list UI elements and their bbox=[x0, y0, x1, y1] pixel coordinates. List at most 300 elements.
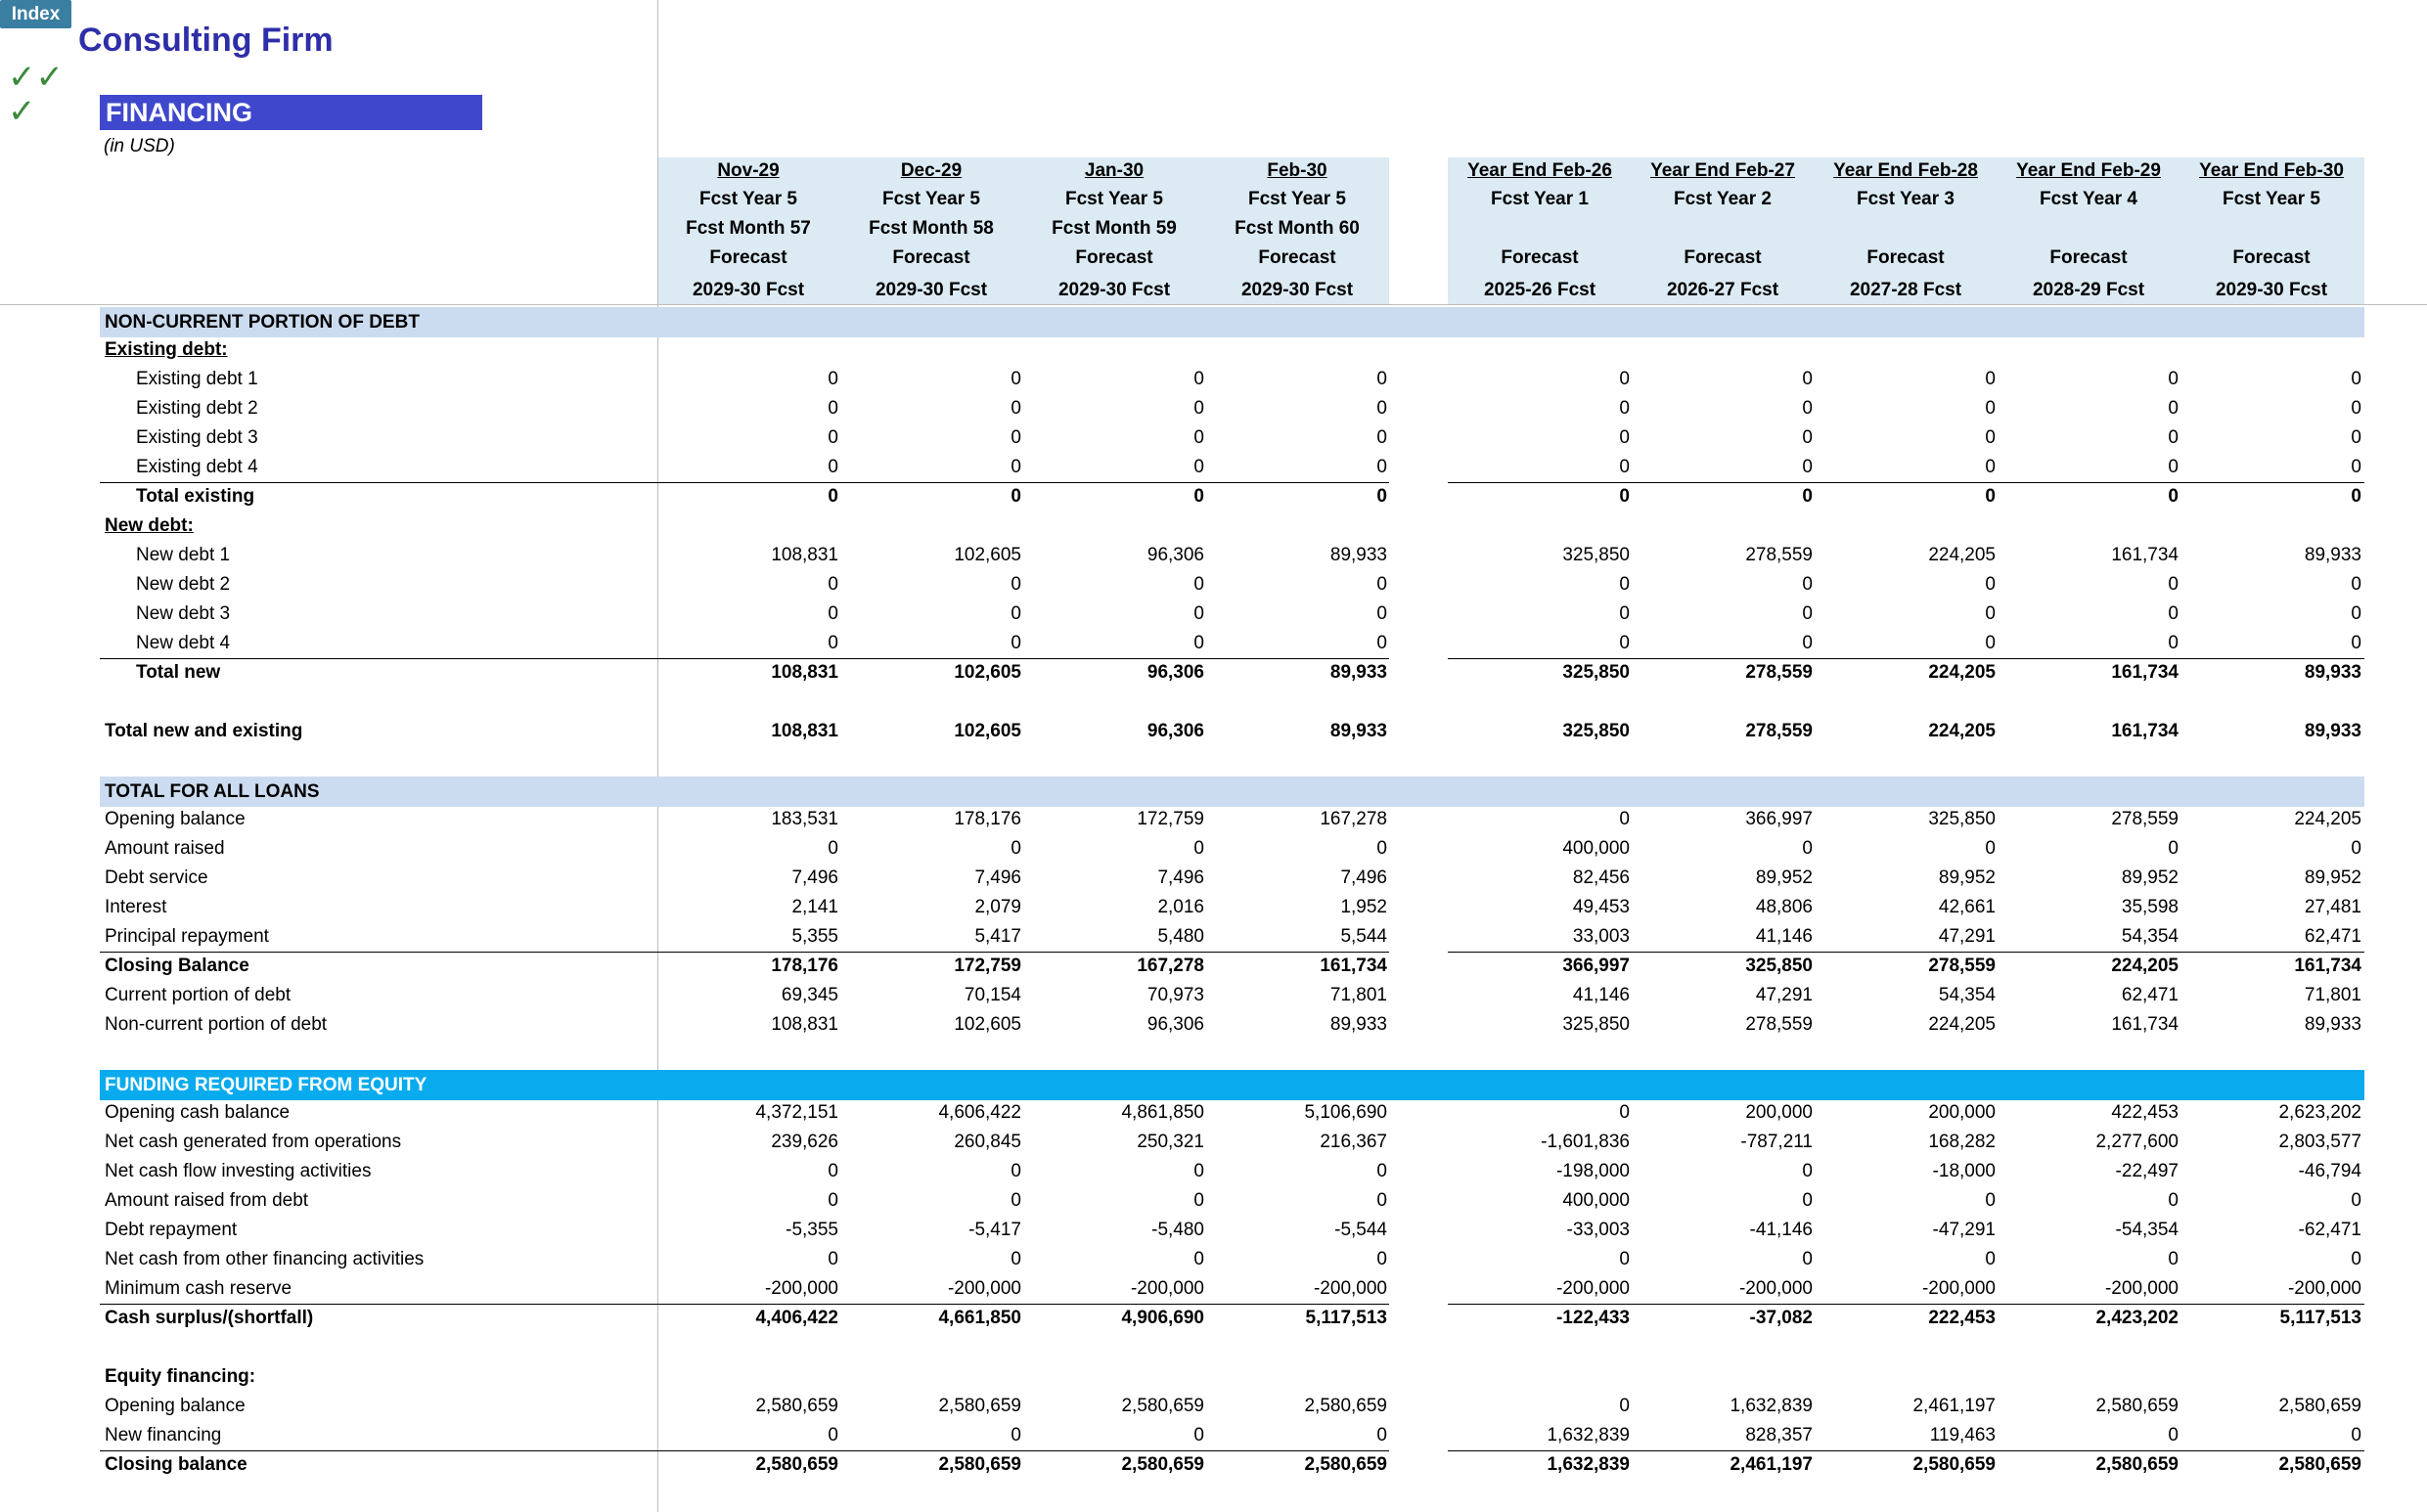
value-cell[interactable]: 62,471 bbox=[2304, 926, 2361, 947]
value-cell[interactable]: 0 bbox=[1193, 633, 1204, 653]
value-cell[interactable]: 168,282 bbox=[1928, 1132, 1996, 1152]
value-cell[interactable]: 0 bbox=[1376, 838, 1387, 859]
row-label: New debt 4 bbox=[136, 633, 231, 653]
value-cell[interactable]: 216,367 bbox=[1320, 1132, 1387, 1152]
value-cell[interactable]: 224,205 bbox=[1928, 1014, 1996, 1035]
value-cell[interactable]: 200,000 bbox=[1745, 1102, 1813, 1123]
value-cell[interactable]: 278,559 bbox=[2111, 809, 2179, 829]
value-cell[interactable]: 0 bbox=[1802, 486, 1813, 507]
value-cell[interactable]: 0 bbox=[1011, 398, 1021, 419]
value-cell[interactable]: 96,306 bbox=[1146, 721, 1204, 741]
value-cell[interactable]: 0 bbox=[1011, 633, 1021, 653]
value-cell[interactable]: 108,831 bbox=[771, 721, 838, 741]
value-cell[interactable]: 7,496 bbox=[1340, 867, 1387, 888]
value-cell[interactable]: 102,605 bbox=[954, 662, 1021, 683]
value-cell[interactable]: 2,580,659 bbox=[2278, 1454, 2361, 1475]
value-cell[interactable]: 0 bbox=[828, 427, 838, 448]
value-cell[interactable]: 400,000 bbox=[1562, 1190, 1630, 1211]
value-cell[interactable]: 0 bbox=[1376, 1161, 1387, 1181]
value-cell[interactable]: -37,082 bbox=[1749, 1308, 1813, 1328]
value-cell[interactable]: 96,306 bbox=[1146, 1014, 1204, 1035]
value-cell[interactable]: -200,000 bbox=[1555, 1278, 1630, 1299]
value-cell[interactable]: 0 bbox=[1011, 574, 1021, 595]
value-cell[interactable]: 82,456 bbox=[1572, 867, 1630, 888]
row-label: Interest bbox=[105, 897, 167, 917]
table-row bbox=[0, 1186, 2427, 1216]
value-cell[interactable]: 0 bbox=[2351, 1190, 2361, 1211]
value-cell[interactable]: 27,481 bbox=[2304, 897, 2361, 917]
value-cell[interactable]: 0 bbox=[1985, 1249, 1996, 1269]
value-cell[interactable]: 0 bbox=[1376, 574, 1387, 595]
value-cell[interactable]: 7,496 bbox=[791, 867, 838, 888]
value-cell[interactable]: 0 bbox=[1985, 633, 1996, 653]
value-cell[interactable]: 70,154 bbox=[964, 985, 1021, 1005]
section-band-label: NON-CURRENT PORTION OF DEBT bbox=[105, 312, 420, 333]
value-cell[interactable]: 0 bbox=[1619, 486, 1630, 507]
value-cell[interactable]: 0 bbox=[1011, 1249, 1021, 1269]
value-cell[interactable]: 239,626 bbox=[771, 1132, 838, 1152]
value-cell[interactable]: 108,831 bbox=[771, 662, 838, 683]
value-cell[interactable]: 0 bbox=[2168, 369, 2179, 389]
value-cell[interactable]: 172,759 bbox=[1137, 809, 1204, 829]
value-cell[interactable]: 0 bbox=[1802, 838, 1813, 859]
value-cell[interactable]: 0 bbox=[828, 633, 838, 653]
value-cell[interactable]: 2,016 bbox=[1157, 897, 1204, 917]
value-cell[interactable]: 0 bbox=[2351, 603, 2361, 624]
value-cell[interactable]: 200,000 bbox=[1928, 1102, 1996, 1123]
value-cell[interactable]: 278,559 bbox=[1928, 956, 1996, 976]
value-cell[interactable]: 2,580,659 bbox=[938, 1396, 1021, 1416]
value-cell[interactable]: 0 bbox=[1193, 1425, 1204, 1445]
value-cell[interactable]: 0 bbox=[1376, 457, 1387, 477]
value-cell[interactable]: 0 bbox=[1802, 603, 1813, 624]
value-cell[interactable]: 0 bbox=[1985, 574, 1996, 595]
company-title: Consulting Firm bbox=[78, 22, 334, 59]
value-cell[interactable]: 0 bbox=[1376, 633, 1387, 653]
value-cell[interactable]: 4,406,422 bbox=[755, 1308, 838, 1328]
value-cell[interactable]: 0 bbox=[1619, 1102, 1630, 1123]
value-cell[interactable]: 0 bbox=[828, 1425, 838, 1445]
value-cell[interactable]: 0 bbox=[2351, 633, 2361, 653]
value-cell[interactable]: 0 bbox=[828, 603, 838, 624]
total-rule bbox=[100, 1450, 1389, 1451]
value-cell[interactable]: 89,952 bbox=[1938, 867, 1996, 888]
value-cell[interactable]: 89,933 bbox=[2304, 662, 2361, 683]
value-cell[interactable]: 0 bbox=[1802, 369, 1813, 389]
value-cell[interactable]: 119,463 bbox=[1929, 1425, 1996, 1445]
value-cell[interactable]: -200,000 bbox=[1313, 1278, 1387, 1299]
value-cell[interactable]: 422,453 bbox=[2111, 1102, 2179, 1123]
value-cell[interactable]: 0 bbox=[1193, 486, 1204, 507]
value-cell[interactable]: 0 bbox=[1619, 1249, 1630, 1269]
value-cell[interactable]: 0 bbox=[1376, 1190, 1387, 1211]
value-cell[interactable]: 0 bbox=[1376, 369, 1387, 389]
value-cell[interactable]: 0 bbox=[1985, 486, 1996, 507]
value-cell[interactable]: 0 bbox=[1376, 603, 1387, 624]
value-cell[interactable]: 0 bbox=[1619, 1396, 1630, 1416]
value-cell[interactable]: 0 bbox=[1011, 427, 1021, 448]
value-cell[interactable]: 0 bbox=[1193, 838, 1204, 859]
value-cell[interactable]: -47,291 bbox=[1932, 1220, 1996, 1240]
value-cell[interactable]: 0 bbox=[2168, 633, 2179, 653]
value-cell[interactable]: 4,661,850 bbox=[938, 1308, 1021, 1328]
value-cell[interactable]: 0 bbox=[2351, 427, 2361, 448]
value-cell[interactable]: -5,417 bbox=[968, 1220, 1021, 1240]
value-cell[interactable]: 2,580,659 bbox=[1121, 1454, 1204, 1475]
column-header-h5: 2026-27 Fcst bbox=[1666, 280, 1779, 300]
column-header-h4: Forecast bbox=[709, 247, 787, 268]
value-cell[interactable]: 33,003 bbox=[1572, 926, 1630, 947]
value-cell[interactable]: 62,471 bbox=[2121, 985, 2179, 1005]
value-cell[interactable]: 0 bbox=[1376, 398, 1387, 419]
value-cell[interactable]: 366,997 bbox=[1745, 809, 1813, 829]
table-row bbox=[0, 658, 2427, 688]
value-cell[interactable]: 47,291 bbox=[1938, 926, 1996, 947]
value-cell[interactable]: 0 bbox=[1802, 1249, 1813, 1269]
row-label: Amount raised from debt bbox=[105, 1190, 309, 1211]
column-header-h2: Fcst Year 5 bbox=[881, 189, 980, 209]
column-header-h4: Forecast bbox=[1684, 247, 1762, 268]
table-row bbox=[0, 1362, 2427, 1392]
value-cell[interactable]: 4,372,151 bbox=[755, 1102, 838, 1123]
row-label: Closing balance bbox=[105, 1454, 247, 1475]
value-cell[interactable]: 0 bbox=[828, 1190, 838, 1211]
value-cell[interactable]: 0 bbox=[1011, 1161, 1021, 1181]
value-cell[interactable]: 0 bbox=[1985, 457, 1996, 477]
value-cell[interactable]: -198,000 bbox=[1555, 1161, 1630, 1181]
value-cell[interactable]: 224,205 bbox=[2294, 809, 2361, 829]
value-cell[interactable]: 2,803,577 bbox=[2278, 1132, 2361, 1152]
value-cell[interactable]: 278,559 bbox=[1745, 662, 1813, 683]
value-cell[interactable]: 0 bbox=[2168, 398, 2179, 419]
value-cell[interactable]: 0 bbox=[1619, 398, 1630, 419]
value-cell[interactable]: -200,000 bbox=[1921, 1278, 1996, 1299]
value-cell[interactable]: 0 bbox=[2168, 574, 2179, 595]
value-cell[interactable]: 102,605 bbox=[954, 1014, 1021, 1035]
value-cell[interactable]: 5,544 bbox=[1340, 926, 1387, 947]
value-cell[interactable]: 0 bbox=[1376, 427, 1387, 448]
value-cell[interactable]: 224,205 bbox=[1928, 662, 1996, 683]
value-cell[interactable]: 0 bbox=[1376, 486, 1387, 507]
value-cell[interactable]: 0 bbox=[2351, 486, 2361, 507]
value-cell[interactable]: 0 bbox=[1193, 369, 1204, 389]
value-cell[interactable]: 0 bbox=[2351, 1425, 2361, 1445]
value-cell[interactable]: 96,306 bbox=[1146, 662, 1204, 683]
value-cell[interactable]: 0 bbox=[1193, 457, 1204, 477]
value-cell[interactable]: 0 bbox=[1985, 369, 1996, 389]
column-header-h4: Forecast bbox=[1866, 247, 1945, 268]
value-cell[interactable]: 1,632,839 bbox=[1547, 1454, 1630, 1475]
subheader-label: New debt: bbox=[105, 515, 194, 536]
value-cell[interactable]: 7,496 bbox=[1157, 867, 1204, 888]
value-cell[interactable]: 2,277,600 bbox=[2095, 1132, 2179, 1152]
value-cell[interactable]: 161,734 bbox=[2111, 545, 2179, 565]
value-cell[interactable]: 161,734 bbox=[2111, 1014, 2179, 1035]
value-cell[interactable]: 2,580,659 bbox=[1304, 1396, 1387, 1416]
value-cell[interactable]: 0 bbox=[2351, 574, 2361, 595]
value-cell[interactable]: 70,973 bbox=[1146, 985, 1204, 1005]
value-cell[interactable]: 0 bbox=[2168, 486, 2179, 507]
value-cell[interactable]: 89,933 bbox=[2304, 1014, 2361, 1035]
value-cell[interactable]: 0 bbox=[2351, 369, 2361, 389]
value-cell[interactable]: 0 bbox=[1985, 603, 1996, 624]
value-cell[interactable]: 828,357 bbox=[1745, 1425, 1813, 1445]
value-cell[interactable]: 224,205 bbox=[2111, 956, 2179, 976]
value-cell[interactable]: 0 bbox=[1619, 809, 1630, 829]
value-cell[interactable]: 0 bbox=[1193, 1161, 1204, 1181]
value-cell[interactable]: 0 bbox=[2351, 398, 2361, 419]
value-cell[interactable]: 0 bbox=[2168, 1425, 2179, 1445]
value-cell[interactable]: 0 bbox=[2168, 603, 2179, 624]
value-cell[interactable]: -5,480 bbox=[1151, 1220, 1204, 1240]
value-cell[interactable]: 89,933 bbox=[1329, 662, 1387, 683]
value-cell[interactable]: -200,000 bbox=[2287, 1278, 2361, 1299]
value-cell[interactable]: 69,345 bbox=[781, 985, 838, 1005]
value-cell[interactable]: 0 bbox=[1011, 369, 1021, 389]
value-cell[interactable]: 89,933 bbox=[1329, 1014, 1387, 1035]
value-cell[interactable]: 278,559 bbox=[1745, 545, 1813, 565]
value-cell[interactable]: 0 bbox=[1193, 1190, 1204, 1211]
value-cell[interactable]: 400,000 bbox=[1562, 838, 1630, 859]
value-cell[interactable]: 0 bbox=[828, 574, 838, 595]
value-cell[interactable]: 0 bbox=[1619, 603, 1630, 624]
value-cell[interactable]: 89,933 bbox=[1329, 545, 1387, 565]
column-header-h3: Fcst Month 60 bbox=[1235, 218, 1360, 239]
value-cell[interactable]: 325,850 bbox=[1562, 545, 1630, 565]
value-cell[interactable]: 325,850 bbox=[1562, 1014, 1630, 1035]
value-cell[interactable]: 42,661 bbox=[1938, 897, 1996, 917]
value-cell[interactable]: 71,801 bbox=[1329, 985, 1387, 1005]
value-cell[interactable]: 260,845 bbox=[954, 1132, 1021, 1152]
value-cell[interactable]: -22,497 bbox=[2115, 1161, 2179, 1181]
value-cell[interactable]: 161,734 bbox=[2294, 956, 2361, 976]
value-cell[interactable]: 5,417 bbox=[974, 926, 1021, 947]
value-cell[interactable]: -5,544 bbox=[1334, 1220, 1387, 1240]
value-cell[interactable]: 325,850 bbox=[1562, 662, 1630, 683]
value-cell[interactable]: 178,176 bbox=[954, 809, 1021, 829]
value-cell[interactable]: -200,000 bbox=[764, 1278, 838, 1299]
value-cell[interactable]: 0 bbox=[1193, 603, 1204, 624]
total-rule bbox=[100, 658, 1389, 659]
value-cell[interactable]: 0 bbox=[1619, 457, 1630, 477]
value-cell[interactable]: 0 bbox=[2351, 838, 2361, 859]
value-cell[interactable]: 0 bbox=[1619, 369, 1630, 389]
value-cell[interactable]: 325,850 bbox=[1745, 956, 1813, 976]
value-cell[interactable]: 0 bbox=[828, 457, 838, 477]
value-cell[interactable]: -200,000 bbox=[1738, 1278, 1813, 1299]
value-cell[interactable]: 96,306 bbox=[1146, 545, 1204, 565]
value-cell[interactable]: 0 bbox=[1802, 427, 1813, 448]
value-cell[interactable]: 89,933 bbox=[2304, 721, 2361, 741]
value-cell[interactable]: 0 bbox=[1802, 633, 1813, 653]
value-cell[interactable]: 4,861,850 bbox=[1121, 1102, 1204, 1123]
value-cell[interactable]: 2,580,659 bbox=[2278, 1396, 2361, 1416]
value-cell[interactable]: 89,952 bbox=[2121, 867, 2179, 888]
value-cell[interactable]: -46,794 bbox=[2298, 1161, 2361, 1181]
value-cell[interactable]: 54,354 bbox=[2121, 926, 2179, 947]
value-cell[interactable]: 366,997 bbox=[1562, 956, 1630, 976]
value-cell[interactable]: 89,952 bbox=[2304, 867, 2361, 888]
check-icon: ✓ bbox=[8, 93, 36, 130]
value-cell[interactable]: 161,734 bbox=[2111, 662, 2179, 683]
value-cell[interactable]: 0 bbox=[1985, 1190, 1996, 1211]
value-cell[interactable]: 41,146 bbox=[1755, 926, 1813, 947]
value-cell[interactable]: 48,806 bbox=[1755, 897, 1813, 917]
value-cell[interactable]: 0 bbox=[828, 486, 838, 507]
value-cell[interactable]: 0 bbox=[828, 1249, 838, 1269]
row-label: Minimum cash reserve bbox=[105, 1278, 292, 1299]
value-cell[interactable]: 278,559 bbox=[1745, 1014, 1813, 1035]
value-cell[interactable]: 5,355 bbox=[791, 926, 838, 947]
value-cell[interactable]: 108,831 bbox=[771, 545, 838, 565]
value-cell[interactable]: 54,354 bbox=[1938, 985, 1996, 1005]
value-cell[interactable]: 0 bbox=[1802, 1161, 1813, 1181]
value-cell[interactable]: 2,423,202 bbox=[2095, 1308, 2179, 1328]
value-cell[interactable]: 0 bbox=[1985, 427, 1996, 448]
value-cell[interactable]: 172,759 bbox=[954, 956, 1021, 976]
value-cell[interactable]: 0 bbox=[1193, 1249, 1204, 1269]
value-cell[interactable]: 224,205 bbox=[1928, 721, 1996, 741]
value-cell[interactable]: 0 bbox=[828, 838, 838, 859]
value-cell[interactable]: 167,278 bbox=[1137, 956, 1204, 976]
value-cell[interactable]: 2,623,202 bbox=[2278, 1102, 2361, 1123]
value-cell[interactable]: -200,000 bbox=[2104, 1278, 2179, 1299]
value-cell[interactable]: 0 bbox=[1619, 574, 1630, 595]
value-cell[interactable]: 2,580,659 bbox=[1121, 1396, 1204, 1416]
value-cell[interactable]: 0 bbox=[828, 1161, 838, 1181]
value-cell[interactable]: 0 bbox=[2168, 1249, 2179, 1269]
value-cell[interactable]: 0 bbox=[1376, 1425, 1387, 1445]
value-cell[interactable]: -33,003 bbox=[1566, 1220, 1630, 1240]
column-header-h5: 2029-30 Fcst bbox=[692, 280, 805, 300]
value-cell[interactable]: -41,146 bbox=[1749, 1220, 1813, 1240]
value-cell[interactable]: -18,000 bbox=[1932, 1161, 1996, 1181]
value-cell[interactable]: 2,461,197 bbox=[1730, 1454, 1813, 1475]
value-cell[interactable]: 0 bbox=[2351, 1249, 2361, 1269]
value-cell[interactable]: 224,205 bbox=[1928, 545, 1996, 565]
value-cell[interactable]: 108,831 bbox=[771, 1014, 838, 1035]
value-cell[interactable]: 0 bbox=[1802, 1190, 1813, 1211]
value-cell[interactable]: 2,141 bbox=[791, 897, 838, 917]
value-cell[interactable]: 1,952 bbox=[1340, 897, 1387, 917]
value-cell[interactable]: 41,146 bbox=[1572, 985, 1630, 1005]
value-cell[interactable]: 102,605 bbox=[954, 721, 1021, 741]
value-cell[interactable]: -54,354 bbox=[2115, 1220, 2179, 1240]
value-cell[interactable]: 0 bbox=[1619, 427, 1630, 448]
value-cell[interactable]: 0 bbox=[1619, 633, 1630, 653]
value-cell[interactable]: 71,801 bbox=[2304, 985, 2361, 1005]
value-cell[interactable]: 2,580,659 bbox=[755, 1454, 838, 1475]
value-cell[interactable]: 0 bbox=[1802, 457, 1813, 477]
value-cell[interactable]: -5,355 bbox=[786, 1220, 838, 1240]
value-cell[interactable]: 325,850 bbox=[1928, 809, 1996, 829]
value-cell[interactable]: -122,433 bbox=[1555, 1308, 1630, 1328]
value-cell[interactable]: 0 bbox=[1802, 574, 1813, 595]
value-cell[interactable]: -200,000 bbox=[1130, 1278, 1204, 1299]
value-cell[interactable]: 161,734 bbox=[1320, 956, 1387, 976]
value-cell[interactable]: 0 bbox=[2168, 457, 2179, 477]
value-cell[interactable]: 325,850 bbox=[1562, 721, 1630, 741]
value-cell[interactable]: 4,906,690 bbox=[1121, 1308, 1204, 1328]
table-row bbox=[0, 482, 2427, 511]
value-cell[interactable]: 0 bbox=[1985, 838, 1996, 859]
value-cell[interactable]: 2,580,659 bbox=[938, 1454, 1021, 1475]
value-cell[interactable]: 2,580,659 bbox=[2095, 1396, 2179, 1416]
value-cell[interactable]: 2,580,659 bbox=[1304, 1454, 1387, 1475]
double-check-icon: ✓✓ bbox=[8, 59, 64, 96]
value-cell[interactable]: 0 bbox=[1376, 1249, 1387, 1269]
value-cell[interactable]: -62,471 bbox=[2298, 1220, 2361, 1240]
table-row bbox=[0, 1216, 2427, 1245]
value-cell[interactable]: 0 bbox=[2168, 1190, 2179, 1211]
value-cell[interactable]: -1,601,836 bbox=[1541, 1132, 1630, 1152]
row-label: Opening balance bbox=[105, 809, 246, 829]
value-cell[interactable]: 0 bbox=[1011, 1190, 1021, 1211]
value-cell[interactable]: 0 bbox=[1011, 486, 1021, 507]
value-cell[interactable]: 0 bbox=[1193, 398, 1204, 419]
value-cell[interactable]: 183,531 bbox=[771, 809, 838, 829]
value-cell[interactable]: 0 bbox=[1011, 838, 1021, 859]
value-cell[interactable]: 222,453 bbox=[1928, 1308, 1996, 1328]
value-cell[interactable]: 167,278 bbox=[1320, 809, 1387, 829]
value-cell[interactable]: 7,496 bbox=[974, 867, 1021, 888]
value-cell[interactable]: 89,933 bbox=[2304, 545, 2361, 565]
value-cell[interactable]: 0 bbox=[1011, 457, 1021, 477]
row-label: New debt 2 bbox=[136, 574, 231, 595]
value-cell[interactable]: 0 bbox=[2351, 457, 2361, 477]
value-cell[interactable]: 2,461,197 bbox=[1912, 1396, 1996, 1416]
value-cell[interactable]: 1,632,839 bbox=[1547, 1425, 1630, 1445]
value-cell[interactable]: -787,211 bbox=[1740, 1132, 1813, 1152]
value-cell[interactable]: 0 bbox=[2168, 838, 2179, 859]
value-cell[interactable]: 0 bbox=[828, 369, 838, 389]
value-cell[interactable]: 35,598 bbox=[2121, 897, 2179, 917]
value-cell[interactable]: 0 bbox=[828, 398, 838, 419]
value-cell[interactable]: 0 bbox=[1193, 574, 1204, 595]
value-cell[interactable]: 1,632,839 bbox=[1730, 1396, 1813, 1416]
value-cell[interactable]: 178,176 bbox=[771, 956, 838, 976]
section-band-label: TOTAL FOR ALL LOANS bbox=[105, 781, 320, 802]
value-cell[interactable]: 102,605 bbox=[954, 545, 1021, 565]
value-cell[interactable]: 2,580,659 bbox=[2095, 1454, 2179, 1475]
value-cell[interactable]: 161,734 bbox=[2111, 721, 2179, 741]
value-cell[interactable]: 89,952 bbox=[1755, 867, 1813, 888]
value-cell[interactable]: 2,580,659 bbox=[755, 1396, 838, 1416]
value-cell[interactable]: 0 bbox=[1011, 1425, 1021, 1445]
value-cell[interactable]: 49,453 bbox=[1572, 897, 1630, 917]
index-tab[interactable]: Index bbox=[0, 0, 71, 28]
value-cell[interactable]: 250,321 bbox=[1137, 1132, 1204, 1152]
value-cell[interactable]: 5,480 bbox=[1157, 926, 1204, 947]
value-cell[interactable]: 5,117,513 bbox=[1305, 1308, 1387, 1328]
value-cell[interactable]: 47,291 bbox=[1755, 985, 1813, 1005]
value-cell[interactable]: 4,606,422 bbox=[938, 1102, 1021, 1123]
row-label: Non-current portion of debt bbox=[105, 1014, 328, 1035]
value-cell[interactable]: 5,106,690 bbox=[1304, 1102, 1387, 1123]
value-cell[interactable]: 2,580,659 bbox=[1912, 1454, 1996, 1475]
value-cell[interactable]: 278,559 bbox=[1745, 721, 1813, 741]
value-cell[interactable]: 0 bbox=[1011, 603, 1021, 624]
value-cell[interactable]: 5,117,513 bbox=[2279, 1308, 2361, 1328]
value-cell[interactable]: -200,000 bbox=[947, 1278, 1021, 1299]
value-cell[interactable]: 0 bbox=[1985, 398, 1996, 419]
value-cell[interactable]: 0 bbox=[2168, 427, 2179, 448]
value-cell[interactable]: 0 bbox=[1802, 398, 1813, 419]
value-cell[interactable]: 2,079 bbox=[974, 897, 1021, 917]
value-cell[interactable]: 0 bbox=[1193, 427, 1204, 448]
row-label: Net cash flow investing activities bbox=[105, 1161, 372, 1181]
value-cell[interactable]: 89,933 bbox=[1329, 721, 1387, 741]
